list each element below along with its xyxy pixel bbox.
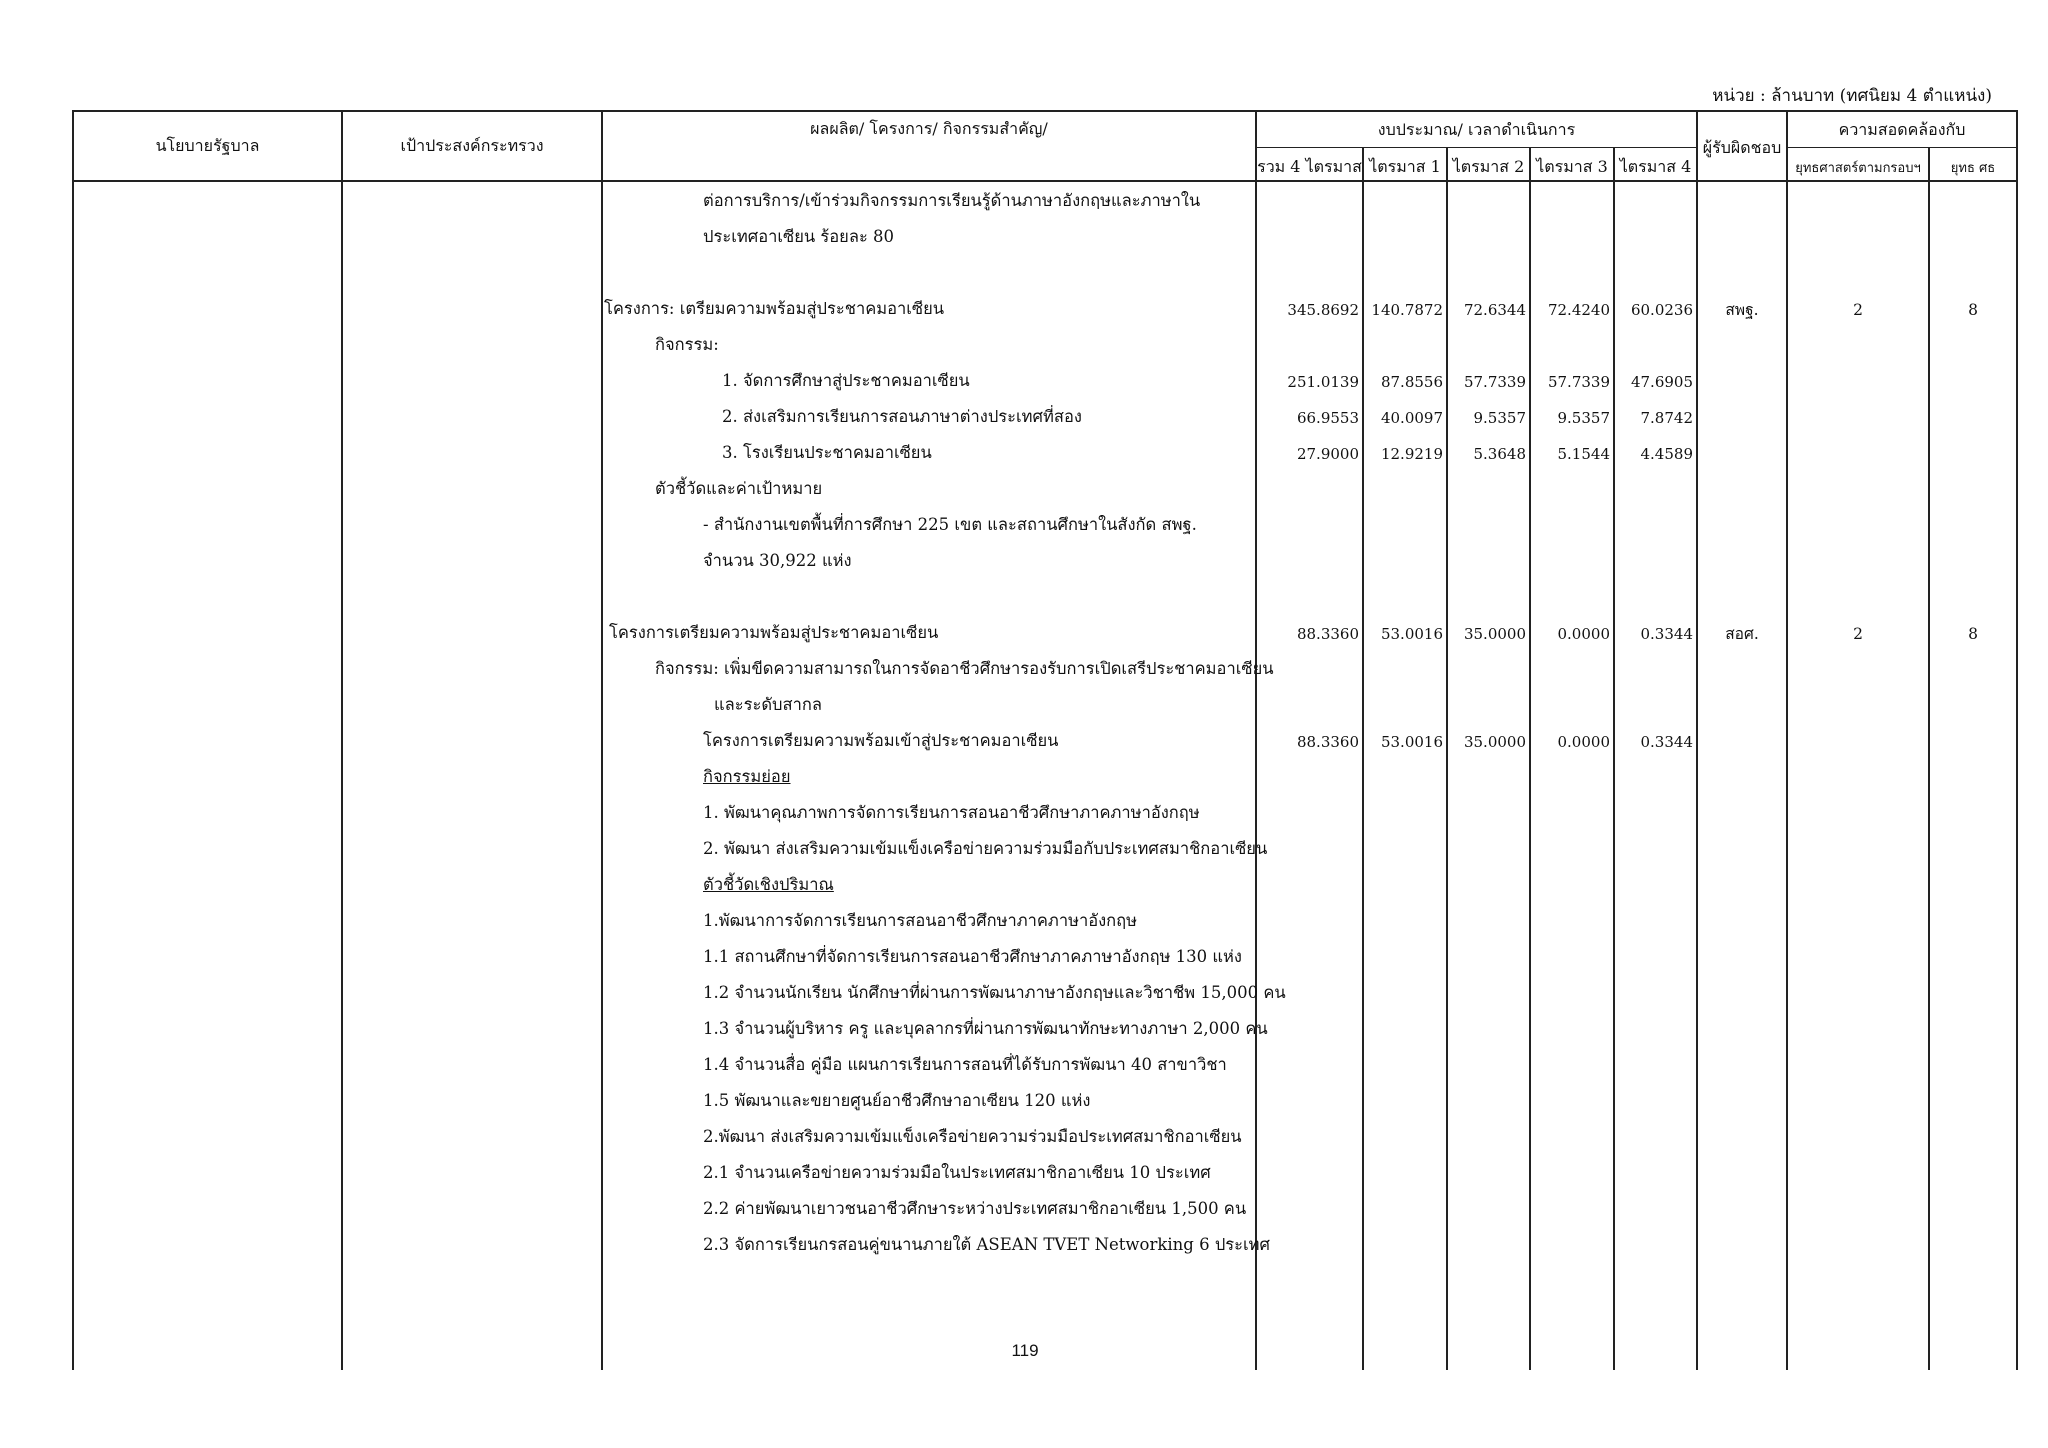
budget-q3: 72.4240 <box>1547 301 1610 319</box>
budget-q1: 87.8556 <box>1380 373 1443 391</box>
indicator-item: 2.1 จำนวนเครือข่ายความร่วมมือในประเทศสมาชิกอาเซียน 10 ประเทศ <box>703 1163 1211 1182</box>
col-divider-q4 <box>1696 110 1698 1370</box>
header-responsible: ผู้รับผิดชอบ <box>1702 138 1782 157</box>
activity-label: กิจกรรม: <box>655 335 719 354</box>
page-number: 119 <box>1011 1341 1039 1360</box>
budget-q2: 72.6344 <box>1463 301 1526 319</box>
budget-q4: 0.3344 <box>1640 733 1693 751</box>
table-right-border <box>2016 110 2018 1370</box>
indicator-item: 1.4 จำนวนสื่อ คู่มือ แผนการเรียนการสอนที่ได้รับการพัฒนา 40 สาขาวิชา <box>703 1055 1227 1074</box>
col-divider-1 <box>341 110 343 1370</box>
col-divider-q3 <box>1613 147 1615 1370</box>
subproject-title: โครงการเตรียมความพร้อมเข้าสู่ประชาคมอาเซียน <box>703 731 1059 750</box>
indicator-item: จำนวน 30,922 แห่ง <box>703 551 852 570</box>
indicator-item: - สำนักงานเขตพื้นที่การศึกษา 225 เขต และสถานศึกษาในสังกัด สพฐ. <box>703 515 1197 534</box>
header-q2: ไตรมาส 2 <box>1452 157 1525 176</box>
budget-q4: 60.0236 <box>1630 301 1693 319</box>
col-divider-q2 <box>1529 147 1531 1370</box>
col-divider-2 <box>601 110 603 1370</box>
header-ministry-goal: เป้าประสงค์กระทรวง <box>400 136 544 155</box>
col-divider-strategy <box>1928 147 1930 1370</box>
indicator-item: 2.พัฒนา ส่งเสริมความเข้มแข็งเครือข่ายความร่วมมือประเทศสมาชิกอาเซียน <box>703 1127 1242 1146</box>
table-top-border <box>72 110 2018 112</box>
budget-total: 66.9553 <box>1296 409 1359 427</box>
indicator-item: 1.2 จำนวนนักเรียน นักศึกษาที่ผ่านการพัฒนาภาษาอังกฤษและวิชาชีพ 15,000 คน <box>703 983 1286 1002</box>
budget-q3: 5.1544 <box>1557 445 1610 463</box>
budget-total: 88.3360 <box>1296 733 1359 751</box>
budget-total: 345.8692 <box>1287 301 1359 319</box>
responsible-unit: สพฐ. <box>1725 301 1759 319</box>
budget-total: 251.0139 <box>1287 373 1359 391</box>
text-row: ประเทศอาเซียน ร้อยละ 80 <box>703 227 895 246</box>
col-divider-3 <box>1255 110 1257 1370</box>
col-divider-resp <box>1786 110 1788 1370</box>
budget-subheader-line <box>1255 147 1696 148</box>
sub-activity-item: 2. พัฒนา ส่งเสริมความเข้มแข็งเครือข่ายความร่วมมือกับประเทศสมาชิกอาเซียน <box>703 839 1268 858</box>
responsible-unit: สอศ. <box>1725 625 1759 643</box>
header-bottom-border <box>72 180 2018 182</box>
budget-q2: 35.0000 <box>1463 625 1526 643</box>
indicator-item: 1.3 จำนวนผู้บริหาร ครู และบุคลากรที่ผ่านการพัฒนาทักษะทางภาษา 2,000 คน <box>703 1019 1268 1038</box>
budget-q2: 9.5357 <box>1473 409 1526 427</box>
text-row: ต่อการบริการ/เข้าร่วมกิจกรรมการเรียนรู้ด้านภาษาอังกฤษและภาษาใน <box>703 191 1201 210</box>
header-strategy-framework: ยุทธศาสตร์ตามกรอบฯ <box>1795 161 1921 176</box>
indicator-item: 1.พัฒนาการจัดการเรียนการสอนอาชีวศึกษาภาคภาษาอังกฤษ <box>703 911 1138 930</box>
sub-activity-item: 1. พัฒนาคุณภาพการจัดการเรียนการสอนอาชีวศึกษาภาคภาษาอังกฤษ <box>703 803 1200 822</box>
budget-q3: 57.7339 <box>1547 373 1610 391</box>
budget-q2: 57.7339 <box>1463 373 1526 391</box>
indicator-item: 2.3 จัดการเรียนกรสอนคู่ขนานภายใต้ ASEAN TVET Networking 6 ประเทศ <box>703 1235 1271 1254</box>
activity-label: กิจกรรม: เพิ่มขีดความสามารถในการจัดอาชีวศึกษารองรับการเปิดเสรีประชาคมอาเซียน <box>655 659 1274 678</box>
table-left-border <box>72 110 74 1370</box>
header-outputs: ผลผลิต/ โครงการ/ กิจกรรมสำคัญ/ <box>810 119 1048 138</box>
budget-q3: 0.0000 <box>1557 733 1610 751</box>
project-title: โครงการเตรียมความพร้อมสู่ประชาคมอาเซียน <box>609 623 939 642</box>
header-total: รวม 4 ไตรมาส <box>1257 157 1362 176</box>
header-strategy-moe: ยุทธ ศธ <box>1950 161 1996 176</box>
indicator-item: 1.5 พัฒนาและขยายศูนย์อาชีวศึกษาอาเซียน 120 แห่ง <box>703 1091 1091 1110</box>
project-title: โครงการ: เตรียมความพร้อมสู่ประชาคมอาเซียน <box>604 299 945 318</box>
strategy-framework-value: 2 <box>1853 625 1863 643</box>
indicator-item: 2.2 ค่ายพัฒนาเยาวชนอาชีวศึกษาระหว่างประเทศสมาชิกอาเซียน 1,500 คน <box>703 1199 1247 1218</box>
budget-q2: 5.3648 <box>1473 445 1526 463</box>
budget-q1: 40.0097 <box>1380 409 1443 427</box>
budget-q3: 0.0000 <box>1557 625 1610 643</box>
budget-q2: 35.0000 <box>1463 733 1526 751</box>
indicator-label: ตัวชี้วัดและค่าเป้าหมาย <box>655 479 823 498</box>
alignment-subheader-line <box>1786 147 2018 148</box>
budget-q3: 9.5357 <box>1557 409 1610 427</box>
indicator-item: 1.1 สถานศึกษาที่จัดการเรียนการสอนอาชีวศึกษาภาคภาษาอังกฤษ 130 แห่ง <box>703 947 1242 966</box>
budget-q1: 12.9219 <box>1380 445 1443 463</box>
activity-item: 2. ส่งเสริมการเรียนการสอนภาษาต่างประเทศที่สอง <box>722 407 1082 426</box>
budget-total: 88.3360 <box>1296 625 1359 643</box>
activity-item: 1. จัดการศึกษาสู่ประชาคมอาเซียน <box>722 371 970 390</box>
budget-q1: 53.0016 <box>1380 625 1443 643</box>
budget-q4: 47.6905 <box>1630 373 1693 391</box>
strategy-moe-value: 8 <box>1968 625 1978 643</box>
budget-q4: 0.3344 <box>1640 625 1693 643</box>
header-government-policy: นโยบายรัฐบาล <box>155 136 260 155</box>
activity-label-continued: และระดับสากล <box>714 695 822 714</box>
header-budget-group: งบประมาณ/ เวลาดำเนินการ <box>1377 120 1576 139</box>
strategy-framework-value: 2 <box>1853 301 1863 319</box>
budget-q4: 4.4589 <box>1640 445 1693 463</box>
budget-q4: 7.8742 <box>1640 409 1693 427</box>
unit-label: หน่วย : ล้านบาท (ทศนิยม 4 ตำแหน่ง) <box>1712 86 1992 106</box>
header-q1: ไตรมาส 1 <box>1369 157 1441 176</box>
col-divider-total <box>1362 147 1364 1370</box>
budget-q1: 140.7872 <box>1371 301 1443 319</box>
sub-activities-heading: กิจกรรมย่อย <box>703 767 791 786</box>
budget-q1: 53.0016 <box>1380 733 1443 751</box>
header-alignment-group: ความสอดคล้องกับ <box>1838 120 1966 139</box>
header-q3: ไตรมาส 3 <box>1536 157 1608 176</box>
activity-item: 3. โรงเรียนประชาคมอาเซียน <box>722 443 932 462</box>
col-divider-q1 <box>1446 147 1448 1370</box>
header-q4: ไตรมาส 4 <box>1619 157 1692 176</box>
quantitative-indicator-heading: ตัวชี้วัดเชิงปริมาณ <box>703 875 834 894</box>
budget-total: 27.9000 <box>1296 445 1359 463</box>
strategy-moe-value: 8 <box>1968 301 1978 319</box>
